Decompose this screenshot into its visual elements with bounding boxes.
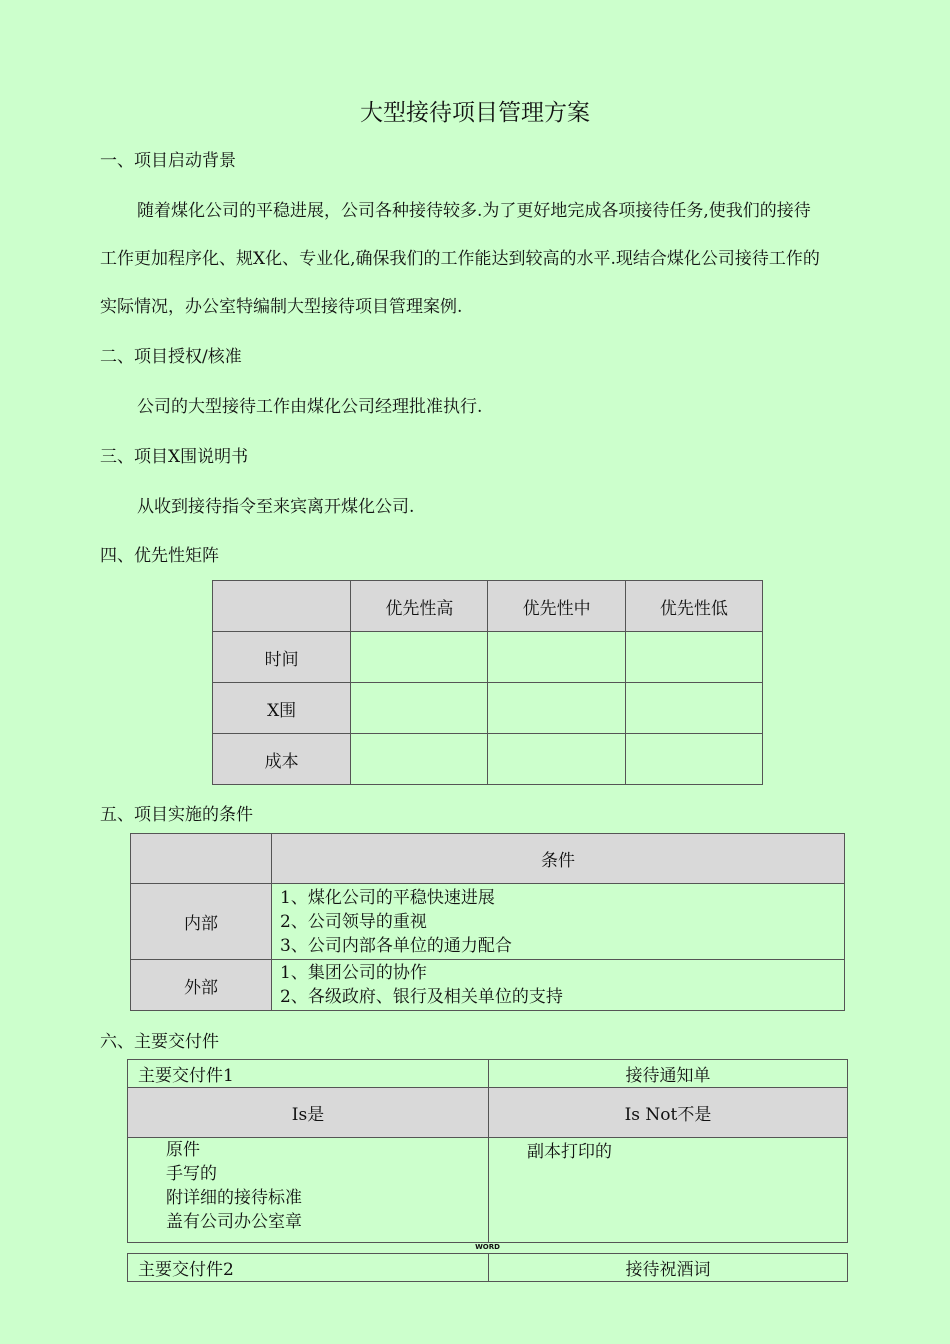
section-heading-deliverables: 六、主要交付件 — [100, 1032, 219, 1052]
matrix-cell — [625, 683, 762, 734]
is-not-column-header: Is Not不是 — [489, 1088, 848, 1138]
deliverable-2-table — [127, 1253, 848, 1282]
matrix-cell — [351, 632, 488, 683]
matrix-col-high: 优先性高 — [351, 581, 488, 632]
section-heading-priority-matrix: 四、优先性矩阵 — [100, 546, 219, 566]
conditions-table — [130, 833, 845, 1011]
deliverable-1-table — [127, 1059, 848, 1243]
is-not-items-cell — [489, 1138, 848, 1243]
deliverable-1-label: 主要交付件1 — [128, 1060, 489, 1088]
matrix-cell — [351, 734, 488, 785]
background-paragraph-line-1: 随着煤化公司的平稳进展，公司各种接待较多.为了更好地完成各项接待任务,使我们的接待 — [137, 201, 811, 221]
conditions-external-label: 外部 — [131, 960, 272, 1011]
deliverable-1-value: 接待通知单 — [489, 1060, 848, 1088]
internal-condition-item: 2、公司领导的重视 — [280, 911, 427, 932]
matrix-cell — [488, 632, 625, 683]
internal-condition-item: 1、煤化公司的平稳快速进展 — [280, 887, 495, 908]
footer-watermark: WORD — [475, 1243, 500, 1251]
background-paragraph-line-3: 实际情况，办公室特编制大型接待项目管理案例. — [100, 297, 463, 317]
internal-condition-item: 3、公司内部各单位的通力配合 — [280, 935, 512, 956]
page-title: 大型接待项目管理方案 — [360, 100, 590, 126]
conditions-internal-list — [272, 884, 845, 960]
is-item: 手写的 — [166, 1164, 217, 1184]
conditions-internal-label: 内部 — [131, 884, 272, 960]
is-item: 盖有公司办公室章 — [166, 1212, 302, 1232]
scope-text: 从收到接待指令至来宾离开煤化公司. — [137, 497, 415, 517]
is-item: 附详细的接待标准 — [166, 1188, 302, 1208]
matrix-cell — [488, 683, 625, 734]
section-heading-authorization: 二、项目授权/核准 — [100, 347, 242, 367]
matrix-cell — [351, 683, 488, 734]
conditions-external-list — [272, 960, 845, 1011]
matrix-row-time: 时间 — [213, 632, 351, 683]
background-paragraph-line-2: 工作更加程序化、规X化、专业化,确保我们的工作能达到较高的水平.现结合煤化公司接待工作的 — [100, 249, 820, 269]
priority-matrix-table — [212, 580, 763, 785]
is-not-item: 副本打印的 — [527, 1142, 612, 1162]
matrix-row-cost: 成本 — [213, 734, 351, 785]
is-items-cell — [128, 1138, 489, 1243]
conditions-header: 条件 — [272, 834, 845, 884]
matrix-col-medium: 优先性中 — [488, 581, 625, 632]
matrix-row-scope: X围 — [213, 683, 351, 734]
section-heading-background: 一、项目启动背景 — [100, 151, 236, 171]
is-column-header: Is是 — [128, 1088, 489, 1138]
external-condition-item: 1、集团公司的协作 — [280, 963, 427, 983]
section-heading-conditions: 五、项目实施的条件 — [100, 805, 253, 825]
matrix-corner-cell — [213, 581, 351, 632]
deliverable-2-label: 主要交付件2 — [128, 1254, 489, 1282]
deliverable-2-value: 接待祝酒词 — [489, 1254, 848, 1282]
matrix-cell — [488, 734, 625, 785]
matrix-cell — [625, 734, 762, 785]
external-condition-item: 2、各级政府、银行及相关单位的支持 — [280, 987, 563, 1007]
matrix-col-low: 优先性低 — [625, 581, 762, 632]
section-heading-scope: 三、项目X围说明书 — [100, 447, 249, 467]
authorization-text: 公司的大型接待工作由煤化公司经理批准执行. — [137, 397, 483, 417]
is-item: 原件 — [166, 1140, 200, 1160]
matrix-cell — [625, 632, 762, 683]
conditions-corner-cell — [131, 834, 272, 884]
